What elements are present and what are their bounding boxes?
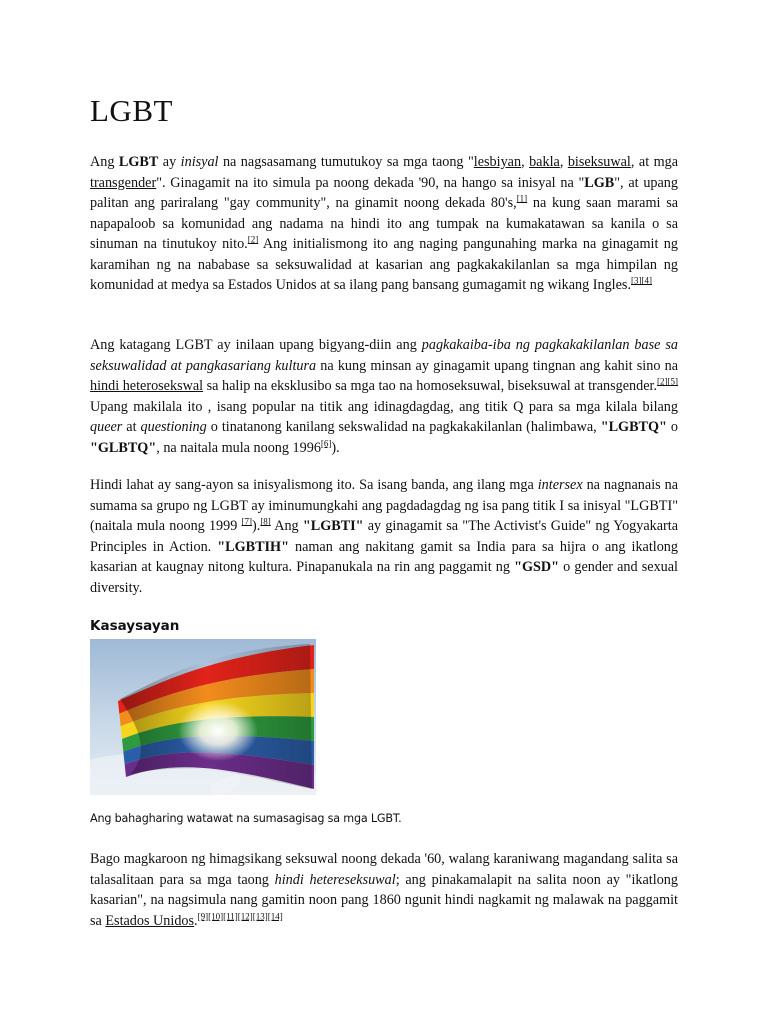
text-run: na kung saan marami sa napapaloob sa komunidad ang nadama na hindi ito ang tumpak na kumakatawan sa kanila o sa sinuman na tinutukoy nito. bbox=[90, 195, 679, 252]
text-run: Bago magkaroon ng himagsikang seksuwal noong dekada '60, walang karaniwang magandang salita sa talasalitaan para sa mga taong bbox=[90, 851, 678, 888]
citation-link[interactable]: [2] bbox=[247, 234, 259, 245]
figure-caption: Ang bahagharing watawat na sumasagisag sa mga LGBT. bbox=[90, 812, 402, 825]
text-run: at bbox=[122, 419, 141, 435]
text-run: , at mga bbox=[630, 154, 679, 170]
text-run: ". Ginagamit na ito simula pa noong dekada '90, na hango sa inisyal na " bbox=[156, 174, 585, 191]
paragraph-3 bbox=[90, 475, 678, 598]
citation-link[interactable]: [3][4] bbox=[631, 275, 652, 286]
citation-link[interactable]: [2][5] bbox=[657, 376, 679, 387]
italic-term: intersex bbox=[537, 477, 583, 493]
section-heading-kasaysayan: Kasaysayan bbox=[90, 618, 180, 634]
bold-term: "GLBTQ" bbox=[90, 439, 157, 456]
link-lesbiyan[interactable]: lesbiyan bbox=[473, 154, 522, 170]
text-run: ", at upang palitan ang pariralang "gay community", na ginamit noong dekada 80's, bbox=[90, 174, 678, 211]
text-run: , na naitala mula noong 1996 bbox=[156, 439, 321, 456]
text-run: o bbox=[666, 419, 679, 435]
text-run: Hindi lahat ay sang-ayon sa inisyalismong ito. Sa isang banda, ang ilang mga bbox=[90, 477, 538, 493]
bold-term: LGBT bbox=[118, 154, 159, 170]
text-run: ). bbox=[331, 439, 340, 456]
text-run: na nagsasamang tumutukoy sa mga taong " bbox=[218, 154, 474, 170]
text-run: . bbox=[194, 912, 198, 929]
link-estados-unidos[interactable]: Estados Unidos bbox=[105, 912, 195, 929]
citation-link[interactable]: [7] bbox=[241, 516, 253, 527]
text-run: Ang bbox=[90, 154, 119, 170]
bold-term: "LGBTIH" bbox=[217, 538, 289, 555]
text-run: naman ang nakitang gamit sa India para sa hijra o ang ikatlong kasarian at kaugnay nitong kultura. Pinapanukala na rin ang paggamit ng bbox=[90, 538, 678, 575]
citation-link[interactable]: [8] bbox=[260, 516, 271, 527]
rainbow-flag-photo bbox=[90, 639, 316, 795]
italic-term: questioning bbox=[140, 419, 207, 435]
text-run: na kung minsan ay ginagamit upang tingnan ang kahit sino na bbox=[316, 357, 678, 374]
text-run: ay ginagamit sa "The Activist's Guide" ng Yogyakarta Principles in Action. bbox=[90, 518, 679, 555]
page-title: LGBT bbox=[90, 93, 173, 128]
bold-term: LGB bbox=[584, 174, 615, 191]
rainbow-flag-icon bbox=[90, 639, 316, 795]
link-hindi-heterosekswal[interactable]: hindi heterosekswal bbox=[90, 378, 204, 394]
intro-paragraph bbox=[90, 152, 678, 296]
bold-term: "LGBTQ" bbox=[600, 419, 667, 435]
text-run: ). bbox=[252, 518, 261, 534]
text-run: o tinatanong kanilang sekswalidad na pagkakakilanlan (halimbawa, bbox=[206, 419, 601, 435]
italic-term: hindi hetereseksuwal bbox=[274, 871, 396, 888]
text-run: , bbox=[521, 154, 530, 170]
link-biseksuwal[interactable]: biseksuwal bbox=[567, 154, 631, 170]
text-run: Ang initialismong ito ang naging pangunahing marka na ginagamit ng karamihan ng na nababase sa seksuwalidad at kasarian ang pagkakakilanlan sa mga himpilan ng komunidad at medya sa Estados Unidos at sa ilang pang bansang gumagamit ng wikang Ingles. bbox=[90, 236, 678, 293]
text-run: , bbox=[559, 154, 568, 170]
bold-term: "GSD" bbox=[514, 559, 560, 575]
text-run: na nagnanais na sumama sa grupo ng LGBT ay iminumungkahi ang pagdadagdag ng isa pang titik I sa inisyal "LGBTI" (naitala mula noong 1999 bbox=[90, 477, 678, 534]
text-run: sa halip na eksklusibo sa mga tao na homoseksuwal, biseksuwal at transgender. bbox=[203, 378, 658, 394]
citation-link[interactable]: [1] bbox=[516, 193, 528, 204]
italic-term: inisyal bbox=[180, 154, 219, 170]
italic-term: pagkakaiba-iba ng pagkakakilanlan base sa seksuwalidad at pangkasariang kultura bbox=[90, 337, 678, 374]
bold-term: "LGBTI" bbox=[302, 518, 364, 534]
link-bakla[interactable]: bakla bbox=[529, 154, 560, 170]
text-run: Ang bbox=[270, 518, 303, 534]
paragraph-4 bbox=[90, 849, 678, 931]
italic-term: queer bbox=[90, 419, 123, 435]
citation-link[interactable]: [9][10][11][12][13][14] bbox=[197, 910, 283, 921]
text-run: o gender and sexual diversity. bbox=[90, 559, 678, 596]
paragraph-2 bbox=[90, 335, 678, 458]
text-run: Upang makilala ito , isang popular na titik ang idinagdagdag, ang titik Q para sa mga kilala bilang bbox=[90, 398, 678, 415]
text-run: ; ang pinakamalapit na salita noon ay "ikatlong kasarian", na nagsimula nang gamitin noon pang 1860 ngunit hindi nagkamit ng malawak na paggamit sa bbox=[90, 871, 678, 929]
link-transgender[interactable]: transgender bbox=[90, 174, 157, 191]
citation-link[interactable]: [6] bbox=[320, 437, 332, 448]
text-run: ay bbox=[158, 154, 181, 170]
text-run: Ang katagang LGBT ay inilaan upang bigyang-diin ang bbox=[90, 337, 422, 353]
